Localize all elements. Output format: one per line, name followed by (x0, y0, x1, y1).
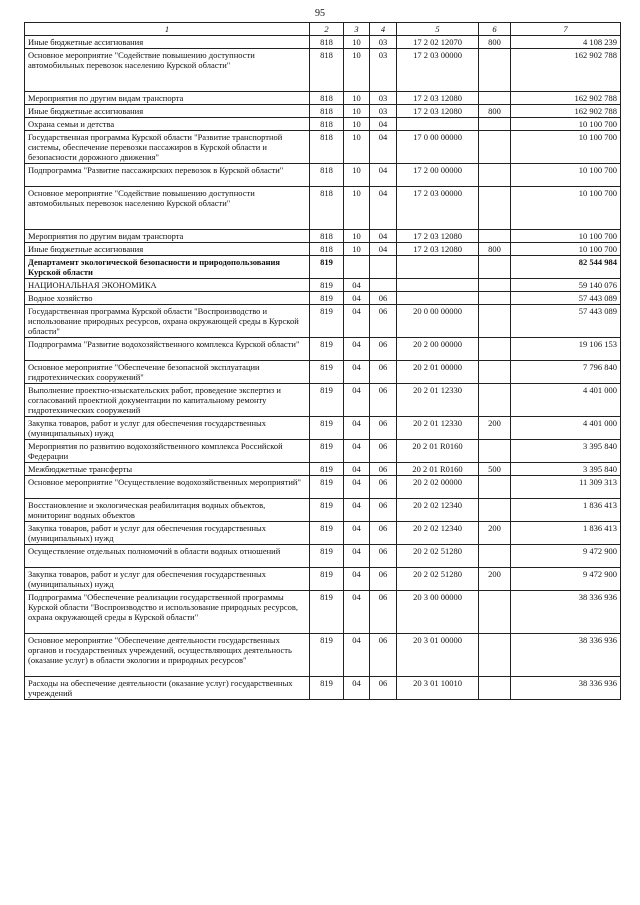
row-cell-c7: 4 401 000 (511, 384, 621, 417)
row-label: Охрана семьи и детства (25, 118, 310, 131)
table-row (25, 105, 621, 118)
row-cell-c5: 17 2 03 12080 (397, 105, 479, 118)
row-label: НАЦИОНАЛЬНАЯ ЭКОНОМИКА (25, 279, 310, 292)
row-label: Государственная программа Курской области "Воспроизводство и использование природных ресурсов, охрана окружающей среды в Курской области" (25, 305, 310, 338)
row-label: Основное мероприятие "Содействие повышению доступности автомобильных перевозок населению Курской области" (25, 49, 310, 92)
row-cell-c4: 06 (370, 677, 397, 700)
row-cell-c7: 9 472 900 (511, 545, 621, 568)
row-cell-c4: 06 (370, 545, 397, 568)
row-cell-c6 (479, 476, 511, 499)
row-cell-c7: 1 836 413 (511, 499, 621, 522)
row-label: Иные бюджетные ассигнования (25, 105, 310, 118)
row-cell-c4 (370, 256, 397, 279)
row-cell-c4: 06 (370, 634, 397, 677)
row-cell-c2: 819 (310, 417, 344, 440)
row-cell-c4: 06 (370, 384, 397, 417)
row-cell-c5: 20 2 02 12340 (397, 499, 479, 522)
row-cell-c6 (479, 545, 511, 568)
row-cell-c4: 04 (370, 230, 397, 243)
table-row (25, 243, 621, 256)
row-cell-c3: 10 (344, 243, 370, 256)
row-cell-c2: 819 (310, 384, 344, 417)
table-row (25, 522, 621, 545)
table-body (25, 36, 621, 700)
row-label: Закупка товаров, работ и услуг для обеспечения государственных (муниципальных) нужд (25, 417, 310, 440)
table-row (25, 384, 621, 417)
row-cell-c6: 200 (479, 522, 511, 545)
row-cell-c5: 20 2 02 12340 (397, 522, 479, 545)
row-cell-c4: 06 (370, 522, 397, 545)
table-row (25, 361, 621, 384)
row-cell-c6 (479, 187, 511, 230)
row-cell-c5: 20 2 01 12330 (397, 417, 479, 440)
row-cell-c4: 04 (370, 187, 397, 230)
row-cell-c4: 03 (370, 49, 397, 92)
row-cell-c4: 06 (370, 440, 397, 463)
row-cell-c7: 10 100 700 (511, 243, 621, 256)
row-cell-c6 (479, 591, 511, 634)
row-cell-c3: 04 (344, 568, 370, 591)
row-label: Основное мероприятие "Осуществление водохозяйственных мероприятий" (25, 476, 310, 499)
row-cell-c5: 20 3 01 00000 (397, 634, 479, 677)
row-cell-c6 (479, 499, 511, 522)
row-cell-c3: 04 (344, 677, 370, 700)
header-cell: 4 (370, 23, 397, 36)
row-cell-c6: 800 (479, 36, 511, 49)
row-label: Мероприятия по развитию водохозяйственного комплекса Российской Федерации (25, 440, 310, 463)
row-cell-c5 (397, 118, 479, 131)
row-cell-c7: 57 443 089 (511, 292, 621, 305)
row-cell-c2: 819 (310, 305, 344, 338)
row-cell-c4: 06 (370, 417, 397, 440)
row-cell-c5: 17 0 00 00000 (397, 131, 479, 164)
row-cell-c5: 20 3 00 00000 (397, 591, 479, 634)
row-cell-c2: 819 (310, 279, 344, 292)
table-row (25, 634, 621, 677)
row-cell-c3: 04 (344, 545, 370, 568)
row-cell-c7: 11 309 313 (511, 476, 621, 499)
row-cell-c7: 162 902 788 (511, 49, 621, 92)
row-cell-c2: 819 (310, 568, 344, 591)
table-row (25, 279, 621, 292)
row-cell-c6 (479, 677, 511, 700)
row-cell-c4: 06 (370, 463, 397, 476)
row-cell-c7: 1 836 413 (511, 522, 621, 545)
row-cell-c6 (479, 440, 511, 463)
table-row (25, 476, 621, 499)
row-cell-c2: 819 (310, 476, 344, 499)
table-row (25, 230, 621, 243)
row-cell-c7: 162 902 788 (511, 105, 621, 118)
table-row (25, 545, 621, 568)
row-cell-c3: 04 (344, 522, 370, 545)
budget-table (24, 22, 621, 700)
row-cell-c5: 17 2 03 12080 (397, 92, 479, 105)
row-cell-c7: 57 443 089 (511, 305, 621, 338)
table-row (25, 499, 621, 522)
row-cell-c6 (479, 338, 511, 361)
row-cell-c7: 3 395 840 (511, 463, 621, 476)
row-cell-c5: 20 2 01 00000 (397, 361, 479, 384)
row-cell-c3: 10 (344, 118, 370, 131)
row-cell-c5: 20 2 02 51280 (397, 568, 479, 591)
row-cell-c4: 04 (370, 164, 397, 187)
row-cell-c5: 20 2 01 R0160 (397, 463, 479, 476)
row-cell-c6 (479, 92, 511, 105)
row-cell-c5: 17 2 00 00000 (397, 164, 479, 187)
row-cell-c5: 20 2 00 00000 (397, 338, 479, 361)
row-label: Иные бюджетные ассигнования (25, 243, 310, 256)
row-cell-c5: 17 2 03 00000 (397, 49, 479, 92)
table-row (25, 463, 621, 476)
row-cell-c6 (479, 361, 511, 384)
row-cell-c2: 819 (310, 440, 344, 463)
row-cell-c6 (479, 256, 511, 279)
row-cell-c2: 818 (310, 36, 344, 49)
row-cell-c7: 7 796 840 (511, 361, 621, 384)
row-label: Осуществление отдельных полномочий в области водных отношений (25, 545, 310, 568)
row-cell-c3: 04 (344, 279, 370, 292)
row-cell-c2: 818 (310, 164, 344, 187)
row-cell-c3: 04 (344, 361, 370, 384)
row-cell-c3: 04 (344, 499, 370, 522)
row-cell-c4: 06 (370, 292, 397, 305)
row-label: Закупка товаров, работ и услуг для обеспечения государственных (муниципальных) нужд (25, 568, 310, 591)
row-cell-c3: 10 (344, 187, 370, 230)
table-row (25, 338, 621, 361)
table-row (25, 118, 621, 131)
row-cell-c2: 818 (310, 131, 344, 164)
header-cell: 6 (479, 23, 511, 36)
row-label: Подпрограмма "Развитие пассажирских перевозок в Курской области" (25, 164, 310, 187)
row-cell-c4: 06 (370, 305, 397, 338)
row-cell-c3: 10 (344, 105, 370, 118)
row-cell-c7: 9 472 900 (511, 568, 621, 591)
table-row (25, 591, 621, 634)
row-cell-c2: 819 (310, 256, 344, 279)
row-cell-c4: 06 (370, 338, 397, 361)
row-cell-c4: 04 (370, 131, 397, 164)
row-cell-c4: 06 (370, 499, 397, 522)
row-cell-c3: 10 (344, 230, 370, 243)
row-cell-c2: 818 (310, 243, 344, 256)
row-cell-c6 (479, 118, 511, 131)
row-cell-c5: 20 2 02 51280 (397, 545, 479, 568)
row-cell-c7: 38 336 936 (511, 591, 621, 634)
row-cell-c7: 162 902 788 (511, 92, 621, 105)
row-cell-c5 (397, 256, 479, 279)
row-cell-c7: 10 100 700 (511, 164, 621, 187)
row-cell-c7: 59 140 076 (511, 279, 621, 292)
row-cell-c6: 500 (479, 463, 511, 476)
row-cell-c5 (397, 292, 479, 305)
row-cell-c2: 819 (310, 338, 344, 361)
row-cell-c7: 10 100 700 (511, 131, 621, 164)
row-cell-c2: 819 (310, 591, 344, 634)
row-cell-c3: 04 (344, 591, 370, 634)
row-cell-c6 (479, 384, 511, 417)
row-cell-c2: 819 (310, 292, 344, 305)
row-cell-c7: 82 544 984 (511, 256, 621, 279)
row-label: Государственная программа Курской области "Развитие транспортной системы, обеспечение перевозки пассажиров в Курской области и безопасности дорожного движения" (25, 131, 310, 164)
row-label: Основное мероприятие "Обеспечение деятельности государственных органов и государственных учреждений, осуществляющих деятельность (оказание услуг) в области экологии и природных ресурсов" (25, 634, 310, 677)
row-cell-c5: 20 2 01 R0160 (397, 440, 479, 463)
row-label: Департамент экологической безопасности и природопользования Курской области (25, 256, 310, 279)
row-cell-c5: 17 2 03 00000 (397, 187, 479, 230)
table-row (25, 417, 621, 440)
row-cell-c7: 19 106 153 (511, 338, 621, 361)
row-cell-c4: 06 (370, 568, 397, 591)
row-cell-c7: 38 336 936 (511, 677, 621, 700)
row-cell-c3: 04 (344, 634, 370, 677)
row-cell-c5 (397, 279, 479, 292)
table-row (25, 677, 621, 700)
row-cell-c2: 818 (310, 105, 344, 118)
header-cell: 7 (511, 23, 621, 36)
row-cell-c5: 17 2 03 12080 (397, 243, 479, 256)
row-cell-c5: 20 3 01 10010 (397, 677, 479, 700)
row-cell-c5: 17 2 02 12070 (397, 36, 479, 49)
row-cell-c6 (479, 230, 511, 243)
row-cell-c3: 04 (344, 476, 370, 499)
row-cell-c7: 4 108 239 (511, 36, 621, 49)
row-cell-c6: 200 (479, 568, 511, 591)
page-number: 95 (315, 8, 325, 19)
row-cell-c2: 818 (310, 230, 344, 243)
row-cell-c3: 04 (344, 440, 370, 463)
row-label: Выполнение проектно-изыскательских работ, проведение экспертиз и согласований проектной документации по капитальному ремонту гидротехнических сооружений (25, 384, 310, 417)
row-cell-c7: 3 395 840 (511, 440, 621, 463)
row-cell-c6: 200 (479, 417, 511, 440)
row-cell-c5: 17 2 03 12080 (397, 230, 479, 243)
row-label: Подпрограмма "Обеспечение реализации государственной программы Курской области "Воспроизводство и использование природных ресурсов, охрана окружающей среды в Курской области" (25, 591, 310, 634)
row-label: Основное мероприятие "Обеспечение безопасной эксплуатации гидротехнических сооружений" (25, 361, 310, 384)
row-cell-c3: 10 (344, 164, 370, 187)
row-cell-c2: 819 (310, 522, 344, 545)
row-cell-c3: 04 (344, 338, 370, 361)
row-cell-c5: 20 0 00 00000 (397, 305, 479, 338)
row-cell-c3: 10 (344, 92, 370, 105)
row-cell-c2: 818 (310, 118, 344, 131)
row-cell-c7: 10 100 700 (511, 230, 621, 243)
row-cell-c3: 10 (344, 49, 370, 92)
table-row (25, 92, 621, 105)
row-cell-c7: 38 336 936 (511, 634, 621, 677)
row-cell-c4: 03 (370, 92, 397, 105)
row-cell-c7: 10 100 700 (511, 118, 621, 131)
row-cell-c5: 20 2 02 00000 (397, 476, 479, 499)
row-cell-c6 (479, 292, 511, 305)
row-cell-c6 (479, 49, 511, 92)
table-row (25, 36, 621, 49)
row-cell-c6: 800 (479, 243, 511, 256)
row-cell-c3: 10 (344, 36, 370, 49)
row-cell-c4: 03 (370, 105, 397, 118)
row-cell-c2: 819 (310, 545, 344, 568)
row-cell-c2: 819 (310, 361, 344, 384)
row-cell-c2: 819 (310, 463, 344, 476)
table-row (25, 164, 621, 187)
row-cell-c2: 819 (310, 499, 344, 522)
row-label: Подпрограмма "Развитие водохозяйственного комплекса Курской области" (25, 338, 310, 361)
header-cell: 5 (397, 23, 479, 36)
table-row (25, 49, 621, 92)
row-label: Мероприятия по другим видам транспорта (25, 230, 310, 243)
row-cell-c6: 800 (479, 105, 511, 118)
row-label: Межбюджетные трансферты (25, 463, 310, 476)
row-cell-c4 (370, 279, 397, 292)
row-cell-c4: 06 (370, 476, 397, 499)
table-row (25, 187, 621, 230)
row-cell-c2: 818 (310, 92, 344, 105)
row-cell-c4: 06 (370, 361, 397, 384)
row-label: Иные бюджетные ассигнования (25, 36, 310, 49)
row-cell-c5: 20 2 01 12330 (397, 384, 479, 417)
row-cell-c3 (344, 256, 370, 279)
row-cell-c3: 04 (344, 305, 370, 338)
row-cell-c6 (479, 279, 511, 292)
table-row (25, 305, 621, 338)
table-row (25, 440, 621, 463)
table-row (25, 256, 621, 279)
row-cell-c4: 04 (370, 243, 397, 256)
row-cell-c3: 04 (344, 292, 370, 305)
row-cell-c6 (479, 131, 511, 164)
table-row (25, 131, 621, 164)
header-row (25, 23, 621, 36)
header-cell: 2 (310, 23, 344, 36)
row-cell-c6 (479, 305, 511, 338)
row-cell-c2: 818 (310, 49, 344, 92)
row-cell-c4: 03 (370, 36, 397, 49)
row-label: Водное хозяйство (25, 292, 310, 305)
row-cell-c2: 818 (310, 187, 344, 230)
row-cell-c4: 06 (370, 591, 397, 634)
row-cell-c6 (479, 634, 511, 677)
row-cell-c7: 4 401 000 (511, 417, 621, 440)
table-row (25, 292, 621, 305)
row-cell-c2: 819 (310, 677, 344, 700)
row-cell-c3: 04 (344, 463, 370, 476)
row-label: Закупка товаров, работ и услуг для обеспечения государственных (муниципальных) нужд (25, 522, 310, 545)
header-cell: 3 (344, 23, 370, 36)
row-cell-c3: 04 (344, 417, 370, 440)
row-cell-c3: 04 (344, 384, 370, 417)
row-cell-c2: 819 (310, 634, 344, 677)
row-label: Основное мероприятие "Содействие повышению доступности автомобильных перевозок населению Курской области" (25, 187, 310, 230)
row-cell-c4: 04 (370, 118, 397, 131)
row-label: Восстановление и экологическая реабилитация водных объектов, мониторинг водных объектов (25, 499, 310, 522)
row-label: Расходы на обеспечение деятельности (оказание услуг) государственных учреждений (25, 677, 310, 700)
row-cell-c7: 10 100 700 (511, 187, 621, 230)
header-cell: 1 (25, 23, 310, 36)
table-row (25, 568, 621, 591)
row-label: Мероприятия по другим видам транспорта (25, 92, 310, 105)
row-cell-c3: 10 (344, 131, 370, 164)
row-cell-c6 (479, 164, 511, 187)
